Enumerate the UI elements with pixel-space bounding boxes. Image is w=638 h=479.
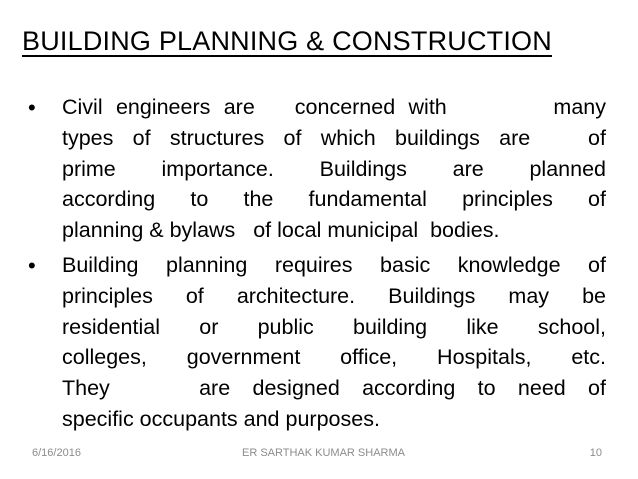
slide-title: BUILDING PLANNING & CONSTRUCTION bbox=[22, 26, 552, 56]
bullet-line: types of structures of which buildings are of bbox=[62, 125, 606, 150]
bullet-line: planning & bylaws of local municipal bodies. bbox=[62, 218, 500, 243]
footer-page-number: 10 bbox=[589, 447, 602, 459]
footer-author: ER SARTHAK KUMAR SHARMA bbox=[242, 447, 405, 459]
bullet-line: prime importance. Buildings are planned bbox=[62, 156, 606, 181]
bullet-line: Building planning requires basic knowledge of bbox=[62, 252, 606, 277]
bullet-list bbox=[28, 92, 606, 439]
bullet-line: Civil engineers are concerned with many bbox=[62, 95, 606, 119]
bullet-line: residential or public building like school, bbox=[62, 314, 606, 339]
bullet-dot-icon: • bbox=[28, 252, 36, 278]
footer-date: 6/16/2016 bbox=[32, 447, 81, 459]
bullet-item bbox=[28, 250, 606, 435]
bullet-line: colleges, government office, Hospitals, etc. bbox=[62, 345, 606, 370]
bullet-line: principles of architecture. Buildings may be bbox=[62, 283, 606, 308]
bullet-item bbox=[28, 92, 606, 246]
bullet-line: specific occupants and purposes. bbox=[62, 406, 380, 431]
bullet-line: They are designed according to need of bbox=[62, 376, 606, 401]
bullet-dot-icon: • bbox=[28, 95, 36, 120]
bullet-line: according to the fundamental principles of bbox=[62, 187, 606, 212]
